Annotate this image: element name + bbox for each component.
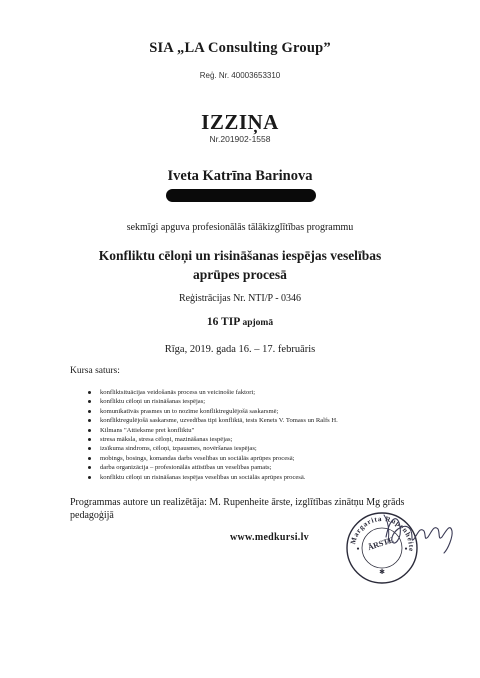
stamp-dot-icon: ● (404, 547, 408, 552)
registration-number: Reģ. Nr. 40003653310 (199, 71, 281, 80)
hours-value: 16 TIP (206, 316, 240, 328)
list-item: stresa māksla, stresa cēloņi, mazināšanas iespējas; (88, 435, 388, 444)
course-topics-list (88, 388, 388, 482)
author-line-2: pedagoģijā (70, 510, 114, 521)
list-item: konfliktu cēloņi un risināšanas iespējas veselības un sociālās aprūpes procesā. (88, 473, 388, 482)
website-link[interactable]: www.medkursi.lv (230, 532, 309, 543)
list-item: konfliktu cēloņi un risināšanas iespējas; (88, 397, 388, 406)
list-item: mobings, bosings, komandas darbs veselības un sociālās aprūpes procesā; (88, 454, 388, 463)
stamp-star-icon: ✱ (379, 568, 385, 576)
program-registration: Reģistrācijas Nr. NTI/P - 0346 (178, 293, 302, 304)
stamp-dot-icon: ● (356, 547, 360, 552)
list-item: komunikatīvās prasmes un to nozīme konfliktregulējošā saskarsmē; (88, 407, 388, 416)
course-content-label: Kursa saturs: (70, 366, 120, 376)
redaction-bar (166, 189, 316, 202)
program-title (0, 246, 480, 284)
stamp-arc-text: Margarita Rupenheite (349, 514, 416, 553)
list-item: konfliktregulējošā saskarsme, uzvedības tipi konfliktā, tests Kenets V. Tomass un Ralfs H. (88, 416, 388, 425)
list-item: Kilmans "Attieksme pret konfliktu" (88, 426, 388, 435)
list-item: darba organizācija – profesionālās attīstības un veselības pamats; (88, 463, 388, 472)
program-hours (0, 316, 480, 328)
list-item: konfliktsituācijas veidošanās process un veicinošie faktori; (88, 388, 388, 397)
course-dates: Rīga, 2019. gada 16. – 17. februāris (164, 344, 316, 355)
document-title: IZZIŅA (201, 110, 279, 134)
hours-unit: apjomā (242, 318, 274, 328)
recipient-name: Iveta Katrīna Barinova (167, 168, 313, 184)
completion-text: sekmīgi apguva profesionālās tālākizglītības programmu (126, 222, 354, 233)
stamp-center-text: ĀRSTE (366, 535, 395, 553)
author-line-1: Programmas autore un realizētāja: M. Rupenheite ārste, izglītības zinātņu Mg grāds (70, 497, 405, 508)
program-title-line-1: Konfliktu cēloņi un risināšanas iespējas veselības (98, 248, 382, 263)
program-title-line-2: aprūpes procesā (193, 267, 287, 282)
list-item: izsīkuma sindroms, cēloņi, izpausmes, novēršanas iespējas; (88, 444, 388, 453)
company-name: SIA „LA Consulting Group” (149, 40, 331, 56)
handwritten-signature (380, 507, 456, 557)
document-number: Nr.201902-1558 (209, 134, 271, 144)
